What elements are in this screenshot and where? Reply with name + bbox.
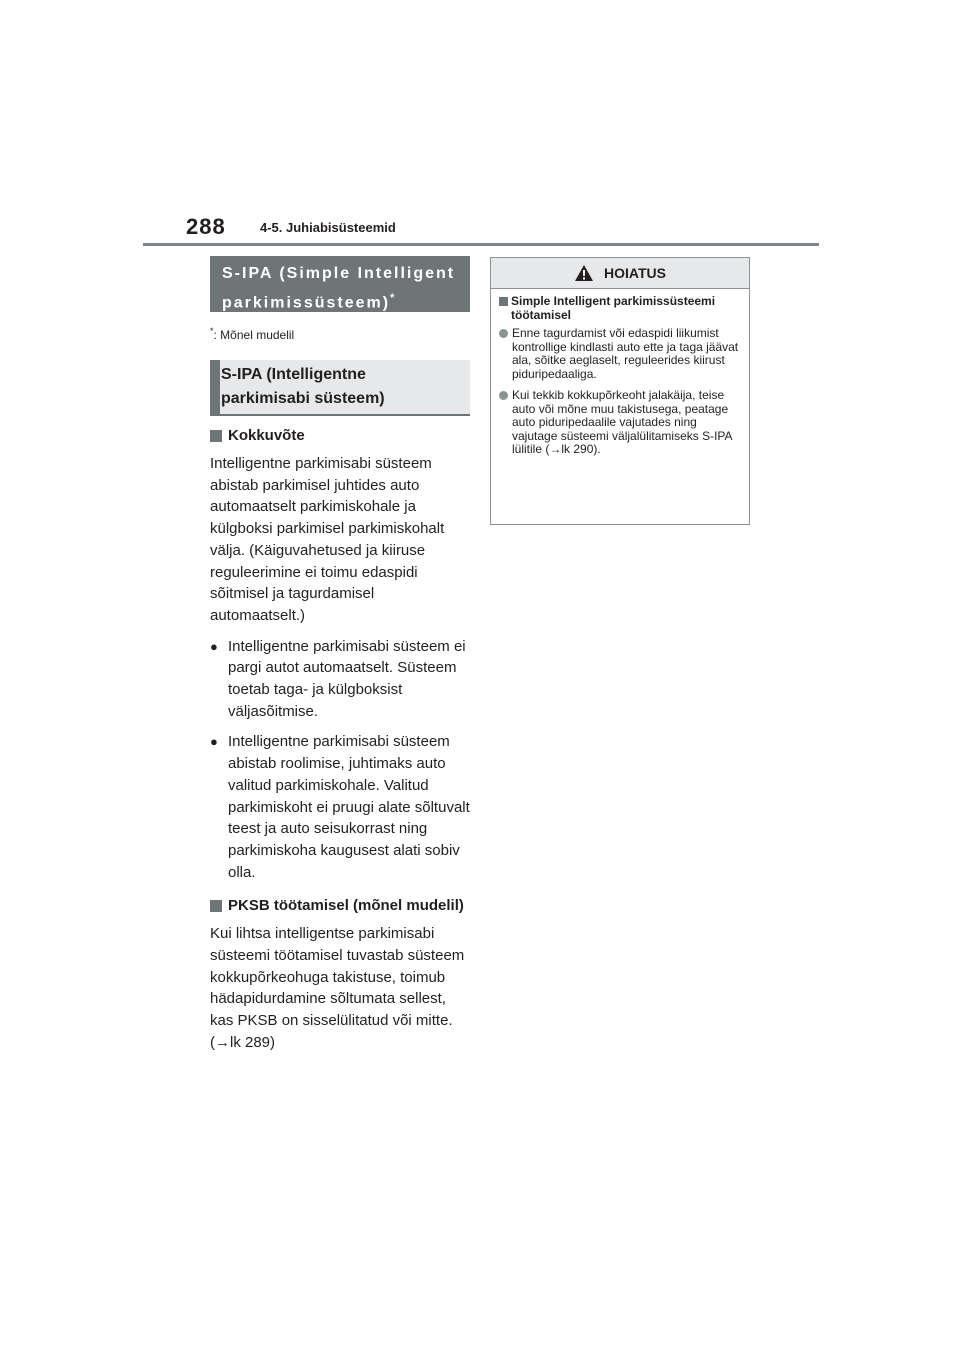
footnote-text: : Mõnel mudelil	[213, 328, 295, 342]
circle-bullet-icon	[499, 391, 508, 400]
subhead-line2: parkimisabi süsteem)	[221, 390, 385, 407]
warning-body	[491, 289, 749, 457]
square-bullet-icon	[210, 430, 222, 442]
bullet-item	[210, 636, 470, 723]
page-title-box	[210, 256, 470, 312]
circle-bullet-icon	[499, 329, 508, 338]
warning-box	[490, 257, 750, 525]
page-reference-link[interactable]: lk 290).	[561, 442, 601, 456]
heading-overview-text: Kokkuvõte	[228, 427, 305, 444]
warning-triangle-icon	[574, 264, 594, 282]
page-number: 288	[186, 214, 226, 239]
warning-subheading	[499, 295, 741, 322]
warning-title: HOIATUS	[604, 265, 666, 281]
left-column	[210, 256, 470, 1054]
title-footnote-marker: *	[390, 292, 397, 304]
warning-item-text-2: Kui tekkib kokkupõrkeoht jalakäija, teise auto või mõne muu takistusega, peatage auto piduripedaalile vajutades ning vajutage süsteemi väljalülitamiseks S-IPA lülitile (	[512, 388, 732, 456]
heading-pksb-text: PKSB töötamisel (mõnel mudelil)	[228, 897, 464, 915]
paragraph-pksb	[210, 923, 470, 1053]
section-title: 4-5. Juhiabisüsteemid	[260, 220, 396, 235]
bullet-text-2: Intelligentne parkimisabi süsteem abistab roolimise, juhtimaks auto valitud parkimiskohale. Valitud parkimiskoht ei pruugi alate sõltuvalt teest ja auto seisukorrast ning parkimiskoha kaugusest alati sobiv olla.	[228, 733, 470, 881]
warning-item	[499, 389, 741, 457]
square-bullet-icon	[499, 297, 508, 306]
subhead-box	[210, 360, 470, 416]
bullet-item	[210, 731, 470, 883]
page-title-line2: parkimissüsteem)	[222, 294, 391, 312]
heading-pksb	[210, 895, 470, 917]
subhead-line1: S-IPA (Intelligentne	[221, 366, 366, 383]
footnote	[210, 326, 470, 342]
arrow-icon: →	[215, 1033, 230, 1051]
arrow-icon: →	[549, 442, 562, 456]
warning-subheading-text: Simple Intelligent parkimissüsteemi töötamisel	[511, 294, 716, 322]
warning-item	[499, 327, 741, 381]
bullet-text-1: Intelligentne parkimisabi süsteem ei pargi autot automaatselt. Süsteem toetab taga- ja külgboksist väljasõitmise.	[228, 637, 466, 720]
paragraph-pksb-text: Kui lihtsa intelligentse parkimisabi süsteemi töötamisel tuvastab süsteem kokkupõrkeohuga takistuse, toimub hädapidurdamine sõltumata sellest, kas PKSB on sisselülitatud või mitte. (	[210, 925, 465, 1051]
bullet-dot-icon: ●	[210, 734, 218, 750]
warning-header	[491, 258, 749, 289]
footnote-marker: *	[210, 326, 214, 336]
header-rule	[143, 243, 819, 246]
heading-overview	[210, 425, 470, 447]
paragraph-overview: Intelligentne parkimisabi süsteem abistab parkimisel juhtides auto automaatselt parkimiskohale ja külgboksi parkimisel parkimiskohalt välja. (Käiguvahetused ja kiiruse reguleerimine ei toimu edaspidi sõitmisel ja tagurdamisel automaatselt.)	[210, 455, 445, 624]
bullet-dot-icon: ●	[210, 638, 218, 654]
page-reference-link[interactable]: lk 289)	[230, 1033, 276, 1051]
page-title-line1: S-IPA (Simple Intelligent	[222, 265, 456, 282]
warning-item-text-1: Enne tagurdamist või edaspidi liikumist kontrollige kindlasti auto ette ja taga jäävat ala, sõitke aeglaselt, reguleerides kiirust piduripedaaliga.	[512, 326, 739, 381]
square-bullet-icon	[210, 900, 222, 912]
